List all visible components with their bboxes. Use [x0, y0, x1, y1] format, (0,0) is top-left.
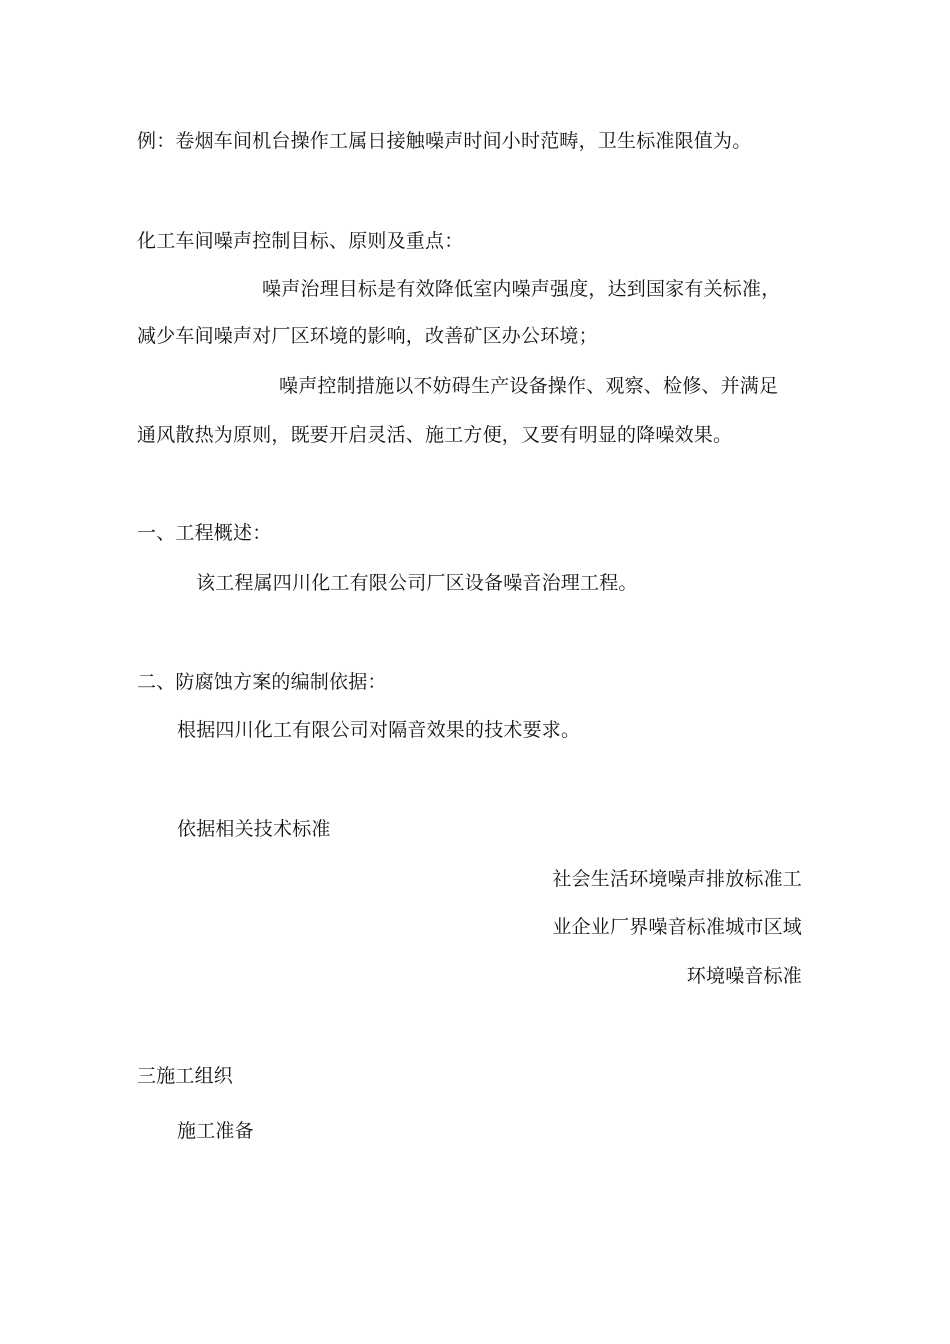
goal-paragraph-2-line-2: 通风散热为原则，既要开启灵活、施工方便，又要有明显的降噪效果。: [137, 424, 733, 446]
example-line: 例：卷烟车间机台操作工属日接触噪声时间小时范畴，卫生标准限值为。: [137, 130, 752, 152]
goal-paragraph-1-line-2: 减少车间噪声对厂区环境的影响，改善矿区办公环境；: [137, 325, 598, 347]
standards-line-3: 环境噪音标准: [686, 965, 802, 987]
standards-line-2: 业企业厂界噪音标准城市区域: [552, 916, 802, 938]
section-3-subheading: 施工准备: [177, 1120, 254, 1142]
standards-heading: 依据相关技术标准: [177, 818, 331, 840]
goal-paragraph-1-line-1: 噪声治理目标是有效降低室内噪声强度，达到国家有关标准，: [262, 278, 781, 300]
goal-heading: 化工车间噪声控制目标、原则及重点：: [137, 230, 464, 252]
section-2-body: 根据四川化工有限公司对隔音效果的技术要求。: [177, 719, 581, 741]
section-2-heading: 二、防腐蚀方案的编制依据：: [137, 671, 387, 693]
section-1-heading: 一、工程概述：: [137, 522, 272, 544]
section-1-body: 该工程属四川化工有限公司厂区设备噪音治理工程。: [196, 572, 638, 594]
section-3-heading: 三施工组织: [137, 1065, 234, 1087]
goal-paragraph-2-line-1: 噪声控制措施以不妨碍生产设备操作、观察、检修、并满足: [279, 375, 779, 397]
standards-line-1: 社会生活环境噪声排放标准工: [552, 868, 802, 890]
